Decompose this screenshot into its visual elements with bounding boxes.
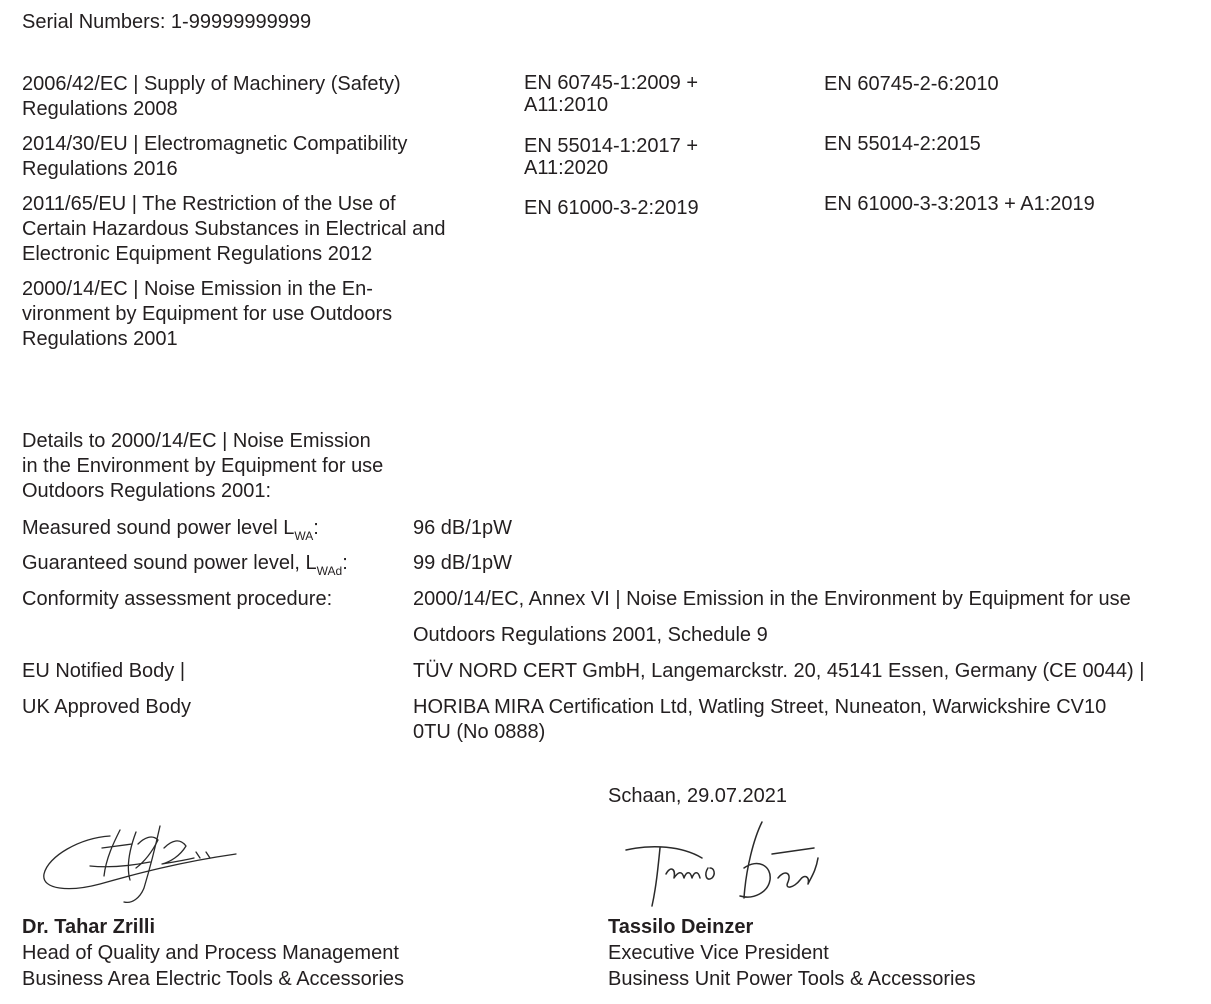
directive-2-standard-a: EN 55014-1:2017 + A11:2020 (524, 135, 699, 179)
signatory-name: Tassilo Deinzer (608, 916, 754, 938)
measured-sound-label: Measured sound power level $L_{WA}$: (22, 517, 319, 543)
directive-2000-14-ec: 2000/14/EC | Noise Emission in the En- vironment by Equipment for use Outdoors Regulations 2001 (22, 278, 393, 350)
uk-approved-body-value: HORIBA MIRA Certification Ltd, Watling Street, Nuneaton, Warwickshire CV10 0TU (No 0888) (413, 696, 1107, 743)
directive-2-standard-b: EN 55014-2:2015 (824, 133, 981, 155)
conformity-value: 2000/14/EC, Annex VI | Noise Emission in the Environment by Equipment for use Outdoors Regulations 2001, Schedule 9 (413, 588, 1131, 646)
directive-3-standard-a: EN 61000-3-2:2019 (524, 197, 699, 219)
directive-2014-30-eu: 2014/30/EU | Electromagnetic Compatibility Regulations 2016 (22, 133, 408, 180)
conformity-label: Conformity assessment procedure: (22, 588, 333, 610)
details-heading: Details to 2000/14/EC | Noise Emission in the Environment by Equipment for use Outdoors Regulations 2001: (22, 430, 384, 502)
signatory-unit: Business Unit Power Tools & Accessories (608, 968, 976, 990)
signatory-name: Dr. Tahar Zrilli (22, 916, 155, 938)
measured-sound-value: 96 dB/1pW (413, 517, 512, 539)
signatory-title: Head of Quality and Process Management (22, 942, 399, 964)
guaranteed-sound-value: 99 dB/1pW (413, 552, 512, 574)
guaranteed-sound-label: Guaranteed sound power level, $L_{WAd}$: (22, 552, 348, 578)
place-date: Schaan, 29.07.2021 (608, 785, 788, 807)
signature-zrilli (40, 818, 250, 908)
directive-2006-42-ec: 2006/42/EC | Supply of Machinery (Safety) Regulations 2008 (22, 73, 401, 120)
eu-notified-body-label: EU Notified Body | (22, 660, 186, 682)
signatory-unit: Business Area Electric Tools & Accessories (22, 968, 405, 990)
directive-1-standard-a: EN 60745-1:2009 + A11:2010 (524, 72, 699, 116)
signature-deinzer (622, 818, 822, 913)
signatory-zrilli (22, 914, 404, 992)
signatory-deinzer (608, 914, 976, 992)
signatory-title: Executive Vice President (608, 942, 829, 964)
directive-3-standard-b: EN 61000-3-3:2013 + A1:2019 (824, 193, 1095, 215)
uk-approved-body-label: UK Approved Body (22, 696, 191, 718)
serial-numbers: Serial Numbers: 1-99999999999 (22, 11, 312, 33)
eu-notified-body-value: TÜV NORD CERT GmbH, Langemarckstr. 20, 45141 Essen, Germany (CE 0044) | (413, 660, 1145, 682)
directive-2011-65-eu: 2011/65/EU | The Restriction of the Use of Certain Hazardous Substances in Electrical and Electronic Equipment Regulations 2012 (22, 193, 446, 265)
directive-1-standard-b: EN 60745-2-6:2010 (824, 73, 999, 95)
